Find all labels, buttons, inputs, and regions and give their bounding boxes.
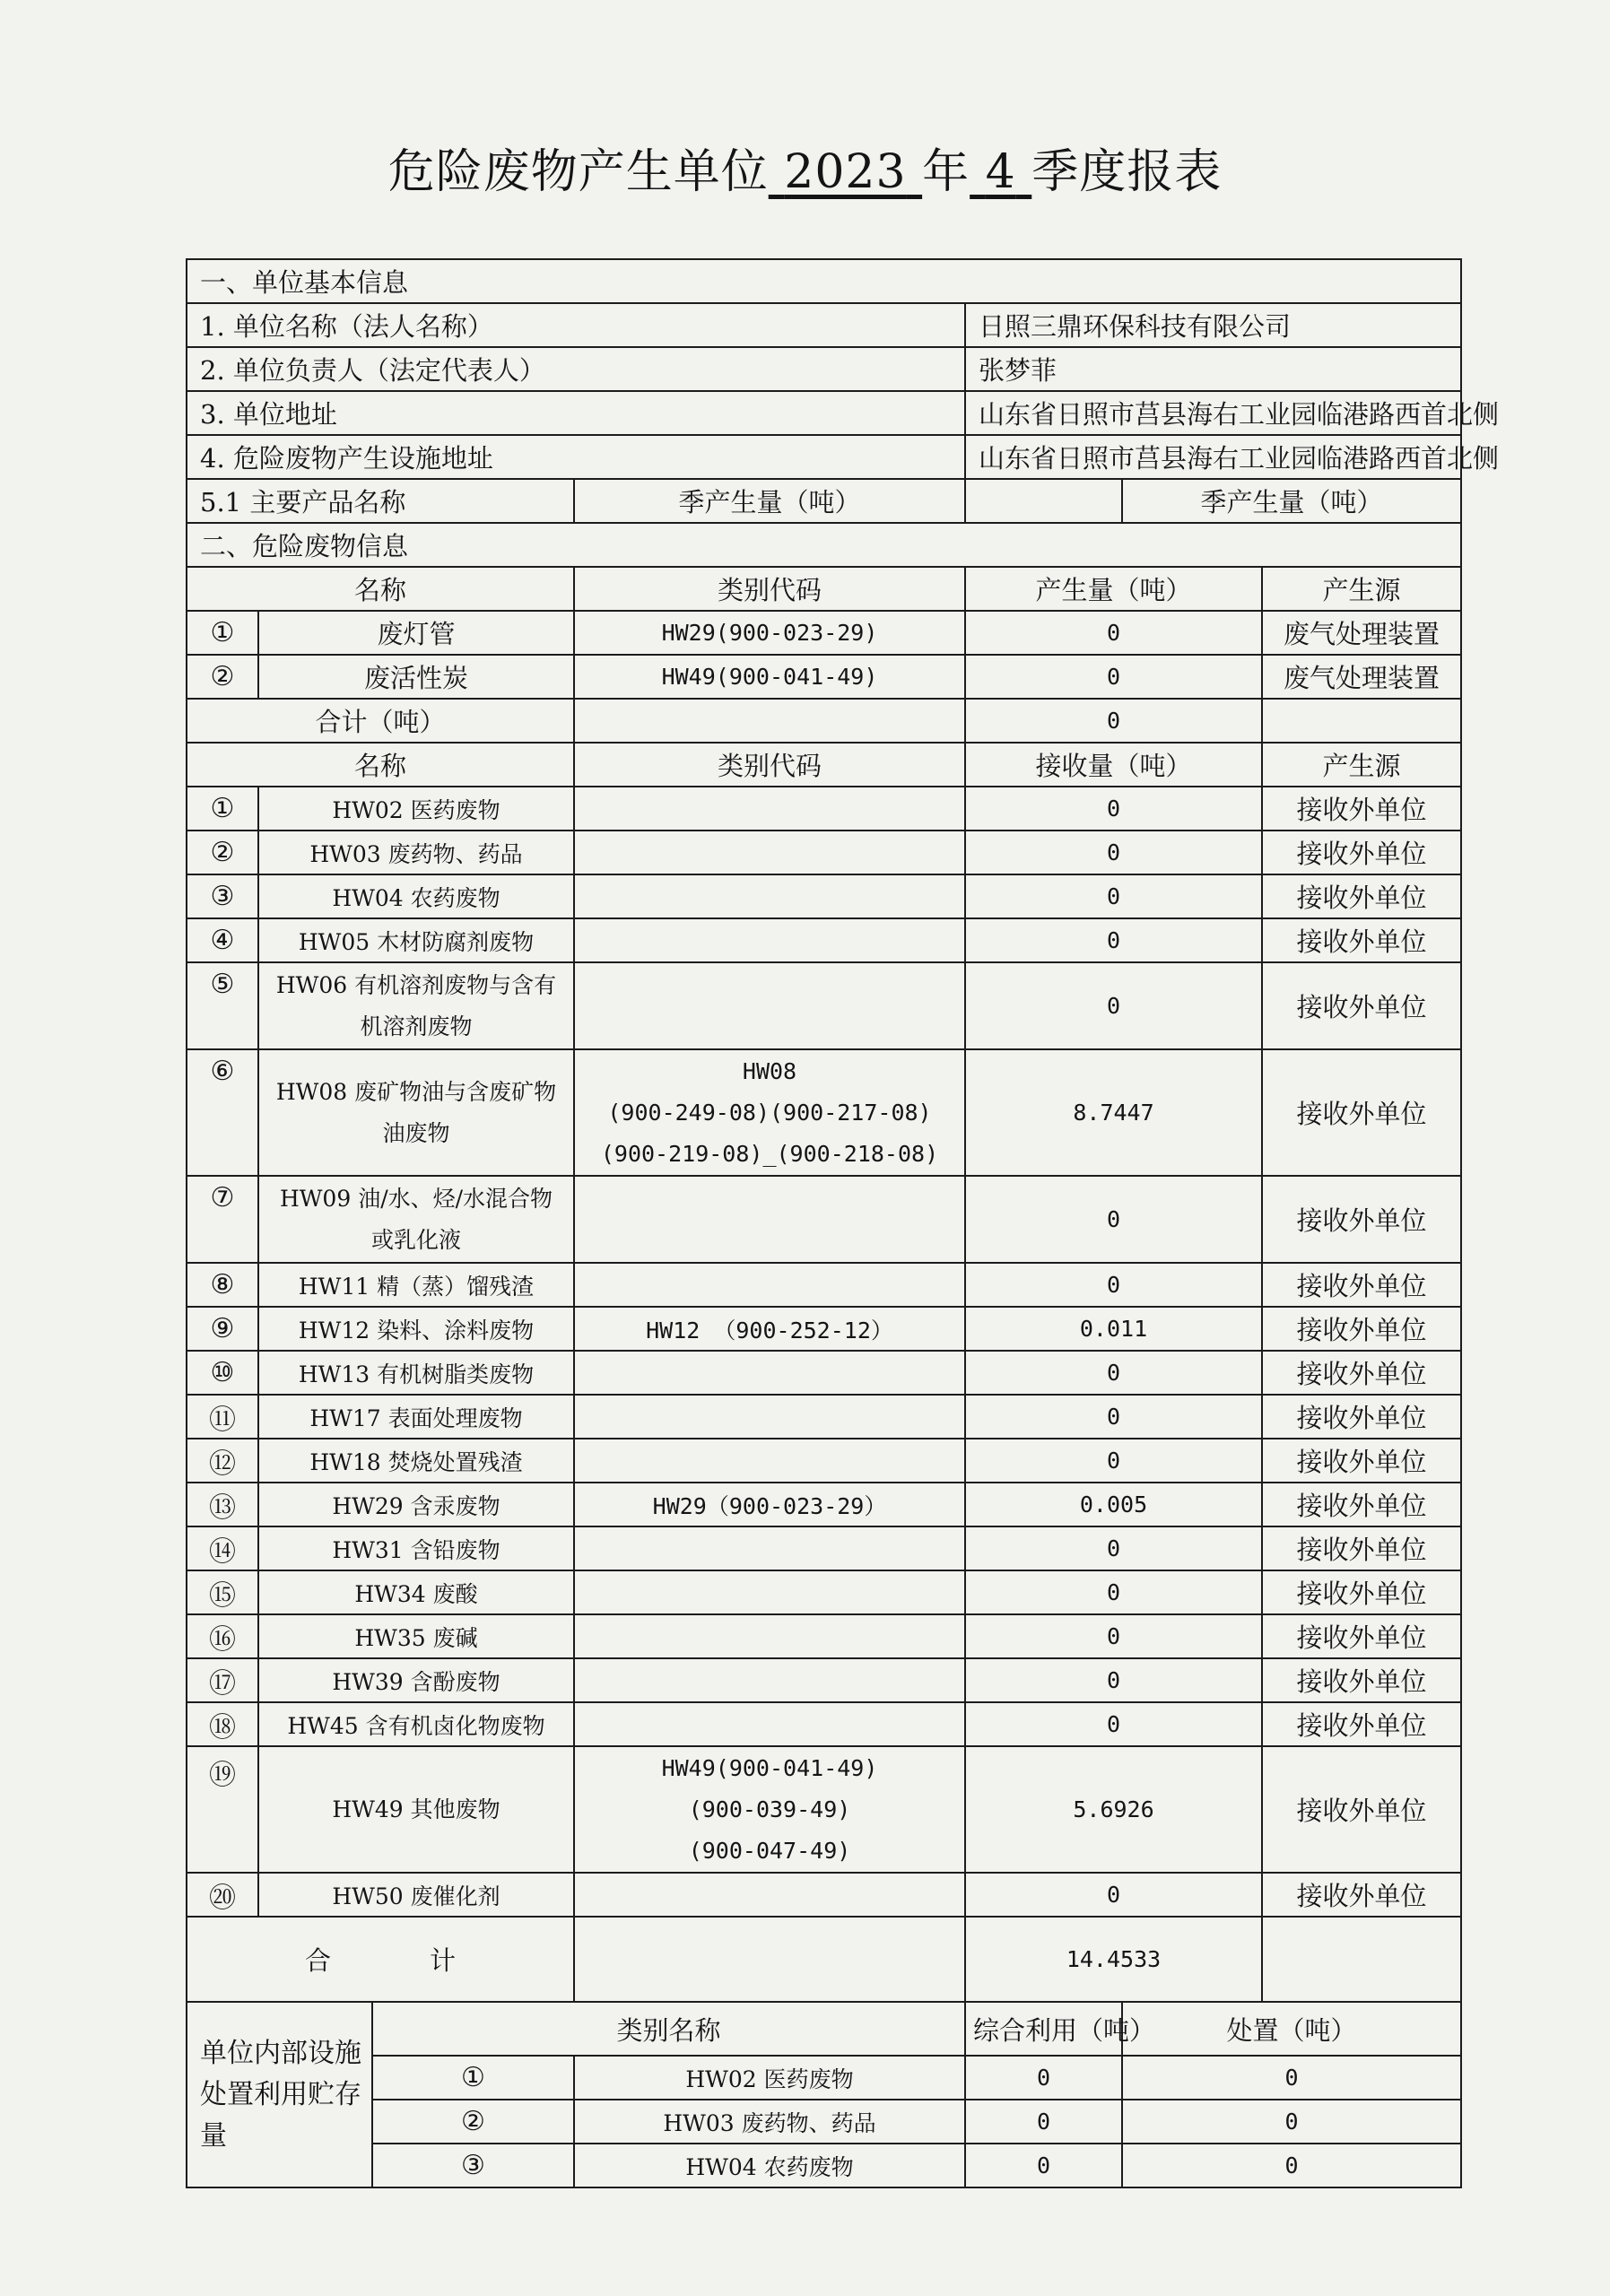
waste-code-line: (900-249-08)(900-217-08) bbox=[607, 1099, 932, 1126]
row-number: ③ bbox=[372, 2144, 574, 2187]
col-source-header: 产生源 bbox=[1262, 743, 1461, 787]
waste-source: 接收外单位 bbox=[1262, 831, 1461, 874]
waste-name-line: 机溶剂废物 bbox=[360, 1013, 473, 1039]
waste-source: 接收外单位 bbox=[1262, 1570, 1461, 1614]
report-table bbox=[186, 258, 1500, 2188]
row-number: ⑪ bbox=[187, 1395, 258, 1439]
info-value: 日照三鼎环保科技有限公司 bbox=[965, 303, 1461, 347]
product-row bbox=[187, 479, 1461, 523]
row-number: ① bbox=[187, 611, 258, 655]
waste-amount: 0 bbox=[965, 1395, 1262, 1439]
info-row bbox=[187, 303, 1461, 347]
received-row bbox=[187, 1176, 1461, 1263]
waste-name-line: HW08 废矿物油与含废矿物 bbox=[275, 1078, 557, 1105]
waste-amount: 0 bbox=[965, 1351, 1262, 1395]
received-row bbox=[187, 1658, 1461, 1702]
title-quarter: 4 bbox=[985, 145, 1016, 199]
received-row bbox=[187, 1702, 1461, 1746]
waste-name-line: HW45 含有机卤化物废物 bbox=[287, 1712, 545, 1739]
waste-name bbox=[258, 1873, 574, 1917]
waste-name-line: HW06 有机溶剂废物与含有 bbox=[275, 971, 557, 998]
waste-amount: 0 bbox=[965, 1614, 1262, 1658]
received-row bbox=[187, 1395, 1461, 1439]
waste-name-line: HW12 染料、涂料废物 bbox=[298, 1317, 535, 1344]
waste-code bbox=[574, 1176, 965, 1263]
waste-name bbox=[258, 1483, 574, 1526]
row-number: ⑧ bbox=[187, 1263, 258, 1307]
waste-amount: 0 bbox=[965, 1702, 1262, 1746]
internal-row bbox=[187, 2144, 1461, 2187]
waste-amount: 8.7447 bbox=[965, 1049, 1262, 1176]
internal-util-value: 0 bbox=[965, 2100, 1122, 2144]
row-number: ② bbox=[372, 2100, 574, 2144]
waste-amount: 0 bbox=[965, 874, 1262, 918]
received-row bbox=[187, 1307, 1461, 1351]
waste-name bbox=[258, 1395, 574, 1439]
internal-waste-name: HW04 农药废物 bbox=[574, 2144, 965, 2187]
waste-amount: 0 bbox=[965, 1176, 1262, 1263]
info-value: 山东省日照市莒县海右工业园临港路西首北侧 bbox=[965, 391, 1461, 435]
section1-header-row bbox=[187, 259, 1461, 303]
waste-name bbox=[258, 1439, 574, 1483]
waste-code bbox=[574, 1439, 965, 1483]
waste-code-line: (900-039-49) bbox=[688, 1796, 851, 1822]
section2-header-row bbox=[187, 523, 1461, 567]
waste-name bbox=[258, 1746, 574, 1873]
waste-code bbox=[574, 918, 965, 962]
row-number: ⑯ bbox=[187, 1614, 258, 1658]
waste-source: 接收外单位 bbox=[1262, 1351, 1461, 1395]
row-number: ⑱ bbox=[187, 1702, 258, 1746]
internal-row bbox=[187, 2100, 1461, 2144]
waste-source: 接收外单位 bbox=[1262, 1746, 1461, 1873]
waste-code bbox=[574, 1263, 965, 1307]
waste-name bbox=[258, 1049, 574, 1176]
waste-code bbox=[574, 1049, 965, 1176]
title-year-unit: 年 bbox=[922, 145, 970, 199]
col-code-header: 类别代码 bbox=[574, 567, 965, 611]
waste-name-line: HW18 焚烧处置残渣 bbox=[309, 1448, 523, 1475]
internal-util-value: 0 bbox=[965, 2056, 1122, 2100]
waste-source: 接收外单位 bbox=[1262, 1049, 1461, 1176]
waste-source: 接收外单位 bbox=[1262, 962, 1461, 1049]
row-number: ⑭ bbox=[187, 1526, 258, 1570]
waste-code-line: (900-047-49) bbox=[688, 1837, 851, 1864]
waste-code bbox=[574, 1702, 965, 1746]
waste-amount: 0 bbox=[965, 1658, 1262, 1702]
waste-code bbox=[574, 1614, 965, 1658]
waste-amount: 0 bbox=[965, 1873, 1262, 1917]
info-value: 张梦菲 bbox=[965, 347, 1461, 391]
waste-name-line: HW02 医药废物 bbox=[332, 796, 500, 823]
waste-name-line: HW31 含铅废物 bbox=[332, 1536, 500, 1563]
section1-header: 一、单位基本信息 bbox=[187, 259, 1461, 303]
internal-facility-label: 单位内部设施处置利用贮存量 bbox=[187, 2002, 372, 2187]
info-row bbox=[187, 347, 1461, 391]
received-total-empty bbox=[1262, 1917, 1461, 2002]
waste-name: 废灯管 bbox=[258, 611, 574, 655]
waste-code-line: HW08 bbox=[742, 1057, 797, 1084]
waste-amount: 0 bbox=[965, 1263, 1262, 1307]
row-number: ⑦ bbox=[187, 1176, 258, 1263]
waste-code-line: HW29（900-023-29） bbox=[652, 1492, 887, 1519]
col-source-header: 产生源 bbox=[1262, 567, 1461, 611]
col-name-header: 名称 bbox=[187, 567, 574, 611]
waste-name bbox=[258, 1614, 574, 1658]
waste-name bbox=[258, 874, 574, 918]
waste-name bbox=[258, 787, 574, 831]
row-number: ② bbox=[187, 831, 258, 874]
waste-code-line: HW49(900-041-49) bbox=[661, 1754, 878, 1781]
waste-name bbox=[258, 1570, 574, 1614]
info-value: 山东省日照市莒县海右工业园临港路西首北侧 bbox=[965, 435, 1461, 479]
waste-name-line: HW34 废酸 bbox=[354, 1580, 478, 1607]
internal-disposal-value: 0 bbox=[1122, 2144, 1461, 2187]
waste-source: 废气处理装置 bbox=[1262, 611, 1461, 655]
internal-col-disposal-header: 处置（吨） bbox=[1122, 2002, 1461, 2056]
waste-source: 接收外单位 bbox=[1262, 1307, 1461, 1351]
col-code-header: 类别代码 bbox=[574, 743, 965, 787]
waste-amount: 0 bbox=[965, 831, 1262, 874]
internal-col-name-header: 类别名称 bbox=[372, 2002, 965, 2056]
waste-source: 接收外单位 bbox=[1262, 1658, 1461, 1702]
waste-name bbox=[258, 1263, 574, 1307]
produced-total-empty bbox=[574, 699, 965, 743]
waste-name bbox=[258, 1351, 574, 1395]
waste-source: 接收外单位 bbox=[1262, 1263, 1461, 1307]
row-number: ⑳ bbox=[187, 1873, 258, 1917]
produced-row bbox=[187, 655, 1461, 699]
info-label: 4. 危险废物产生设施地址 bbox=[187, 435, 965, 479]
waste-amount: 0 bbox=[965, 787, 1262, 831]
waste-code bbox=[574, 962, 965, 1049]
waste-amount: 0 bbox=[965, 1439, 1262, 1483]
waste-name-line: HW09 油/水、烃/水混合物 bbox=[279, 1185, 553, 1212]
waste-source: 接收外单位 bbox=[1262, 1176, 1461, 1263]
waste-amount: 0.005 bbox=[965, 1483, 1262, 1526]
received-row bbox=[187, 1614, 1461, 1658]
info-row bbox=[187, 391, 1461, 435]
received-row bbox=[187, 962, 1461, 1049]
row-number: ⑨ bbox=[187, 1307, 258, 1351]
row-number: ⑩ bbox=[187, 1351, 258, 1395]
row-number: ⑬ bbox=[187, 1483, 258, 1526]
received-total-label bbox=[187, 1917, 574, 2002]
waste-name bbox=[258, 918, 574, 962]
waste-name-line: HW04 农药废物 bbox=[332, 884, 500, 911]
waste-code-line: (900-219-08)_(900-218-08) bbox=[600, 1140, 939, 1167]
waste-source: 接收外单位 bbox=[1262, 1526, 1461, 1570]
internal-row bbox=[187, 2056, 1461, 2100]
waste-code: HW49(900-041-49) bbox=[574, 655, 965, 699]
waste-name-line: HW11 精（蒸）馏残渣 bbox=[298, 1273, 535, 1300]
waste-code bbox=[574, 874, 965, 918]
waste-source: 接收外单位 bbox=[1262, 1483, 1461, 1526]
waste-name-line: HW05 木材防腐剂废物 bbox=[298, 928, 535, 955]
waste-source: 接收外单位 bbox=[1262, 1873, 1461, 1917]
waste-amount: 5.6926 bbox=[965, 1746, 1262, 1873]
row-number: ④ bbox=[187, 918, 258, 962]
received-row bbox=[187, 1439, 1461, 1483]
col-amount-header: 产生量（吨） bbox=[965, 567, 1262, 611]
waste-amount: 0 bbox=[965, 611, 1262, 655]
info-label: 2. 单位负责人（法定代表人） bbox=[187, 347, 965, 391]
info-row bbox=[187, 435, 1461, 479]
internal-util-value: 0 bbox=[965, 2144, 1122, 2187]
waste-source: 接收外单位 bbox=[1262, 787, 1461, 831]
received-row bbox=[187, 874, 1461, 918]
internal-waste-name: HW03 废药物、药品 bbox=[574, 2100, 965, 2144]
waste-code bbox=[574, 1873, 965, 1917]
waste-source: 接收外单位 bbox=[1262, 918, 1461, 962]
produced-row bbox=[187, 611, 1461, 655]
waste-name-line: HW50 废催化剂 bbox=[332, 1883, 500, 1909]
row-number: ⑥ bbox=[187, 1049, 258, 1176]
waste-amount: 0 bbox=[965, 962, 1262, 1049]
produced-total-label: 合计（吨） bbox=[187, 699, 574, 743]
row-number: ③ bbox=[187, 874, 258, 918]
received-total-value: 14.4533 bbox=[965, 1917, 1262, 2002]
product-empty-cell bbox=[965, 479, 1122, 523]
waste-name-line: HW29 含汞废物 bbox=[332, 1492, 500, 1519]
waste-name-line: HW49 其他废物 bbox=[332, 1796, 500, 1822]
waste-code bbox=[574, 1658, 965, 1702]
waste-name-line: 油废物 bbox=[382, 1119, 450, 1146]
col-amount-header: 接收量（吨） bbox=[965, 743, 1262, 787]
waste-code bbox=[574, 1746, 965, 1873]
waste-source: 废气处理装置 bbox=[1262, 655, 1461, 699]
waste-code bbox=[574, 1570, 965, 1614]
internal-header-row bbox=[187, 2002, 1461, 2056]
received-row bbox=[187, 918, 1461, 962]
internal-col-util-header: 综合利用（吨） bbox=[965, 2002, 1122, 2056]
waste-name-line: HW13 有机树脂类废物 bbox=[298, 1361, 535, 1387]
waste-name bbox=[258, 1658, 574, 1702]
waste-code-line: HW12 （900-252-12） bbox=[646, 1317, 893, 1344]
waste-code: HW29(900-023-29) bbox=[574, 611, 965, 655]
waste-code bbox=[574, 787, 965, 831]
section2-header: 二、危险废物信息 bbox=[187, 523, 1461, 567]
waste-name bbox=[258, 1176, 574, 1263]
waste-name-line: 或乳化液 bbox=[370, 1226, 461, 1253]
waste-name bbox=[258, 1307, 574, 1351]
total-label-a: 合 bbox=[304, 1945, 331, 1976]
waste-code bbox=[574, 831, 965, 874]
product-qty-header-2: 季产生量（吨） bbox=[1122, 479, 1461, 523]
produced-header-row bbox=[187, 567, 1461, 611]
waste-code bbox=[574, 1526, 965, 1570]
waste-source: 接收外单位 bbox=[1262, 1439, 1461, 1483]
waste-amount: 0.011 bbox=[965, 1307, 1262, 1351]
internal-waste-name: HW02 医药废物 bbox=[574, 2056, 965, 2100]
received-row bbox=[187, 1526, 1461, 1570]
waste-name-line: HW03 废药物、药品 bbox=[309, 840, 523, 867]
waste-source: 接收外单位 bbox=[1262, 1702, 1461, 1746]
col-name-header: 名称 bbox=[187, 743, 574, 787]
waste-name bbox=[258, 1526, 574, 1570]
row-number: ⑲ bbox=[187, 1746, 258, 1873]
row-number: ① bbox=[372, 2056, 574, 2100]
row-number: ⑰ bbox=[187, 1658, 258, 1702]
waste-code bbox=[574, 1483, 965, 1526]
product-qty-header-1: 季产生量（吨） bbox=[574, 479, 965, 523]
received-header-row bbox=[187, 743, 1461, 787]
received-row bbox=[187, 1049, 1461, 1176]
waste-code bbox=[574, 1351, 965, 1395]
report-title bbox=[0, 136, 1610, 208]
row-number: ⑮ bbox=[187, 1570, 258, 1614]
waste-amount: 0 bbox=[965, 655, 1262, 699]
produced-total-value: 0 bbox=[965, 699, 1262, 743]
waste-source: 接收外单位 bbox=[1262, 1614, 1461, 1658]
title-year: 2023 bbox=[784, 145, 907, 199]
produced-total-empty bbox=[1262, 699, 1461, 743]
waste-code bbox=[574, 1307, 965, 1351]
received-row bbox=[187, 831, 1461, 874]
waste-name bbox=[258, 831, 574, 874]
info-label: 1. 单位名称（法人名称） bbox=[187, 303, 965, 347]
waste-code bbox=[574, 1395, 965, 1439]
waste-amount: 0 bbox=[965, 918, 1262, 962]
received-total-empty bbox=[574, 1917, 965, 2002]
waste-source: 接收外单位 bbox=[1262, 1395, 1461, 1439]
received-row bbox=[187, 1570, 1461, 1614]
waste-name-line: HW39 含酚废物 bbox=[332, 1668, 500, 1695]
received-total-row bbox=[187, 1917, 1461, 2002]
received-row bbox=[187, 1746, 1461, 1873]
waste-name: 废活性炭 bbox=[258, 655, 574, 699]
received-row bbox=[187, 1351, 1461, 1395]
waste-name-line: HW17 表面处理废物 bbox=[309, 1405, 523, 1431]
row-number: ① bbox=[187, 787, 258, 831]
waste-name-line: HW35 废碱 bbox=[354, 1624, 478, 1651]
waste-amount: 0 bbox=[965, 1570, 1262, 1614]
info-label: 3. 单位地址 bbox=[187, 391, 965, 435]
waste-name bbox=[258, 1702, 574, 1746]
title-suffix: 季度报表 bbox=[1031, 145, 1223, 199]
received-row bbox=[187, 1483, 1461, 1526]
waste-source: 接收外单位 bbox=[1262, 874, 1461, 918]
received-row bbox=[187, 787, 1461, 831]
title-prefix: 危险废物产生单位 bbox=[387, 145, 769, 199]
product-label: 5.1 主要产品名称 bbox=[187, 479, 574, 523]
row-number: ② bbox=[187, 655, 258, 699]
row-number: ⑤ bbox=[187, 962, 258, 1049]
waste-amount: 0 bbox=[965, 1526, 1262, 1570]
row-number: ⑫ bbox=[187, 1439, 258, 1483]
received-row bbox=[187, 1873, 1461, 1917]
received-row bbox=[187, 1263, 1461, 1307]
total-label-b: 计 bbox=[430, 1945, 457, 1976]
produced-total-row bbox=[187, 699, 1461, 743]
waste-name bbox=[258, 962, 574, 1049]
internal-disposal-value: 0 bbox=[1122, 2100, 1461, 2144]
internal-disposal-value: 0 bbox=[1122, 2056, 1461, 2100]
